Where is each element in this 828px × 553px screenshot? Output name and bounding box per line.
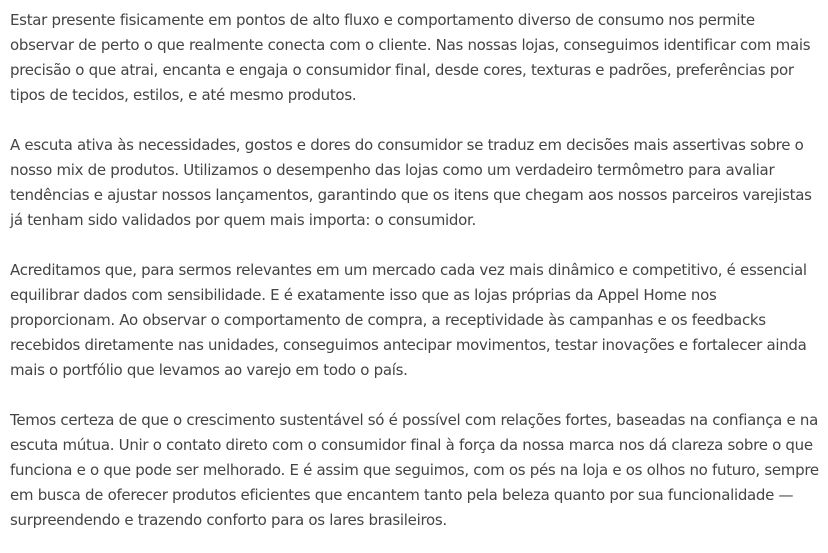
article-paragraph: Temos certeza de que o crescimento sustentável só é possível com relações fortes, baseadas na confiança e na escuta mútua. Unir o contato direto com o consumidor final à força da nossa marca nos dá clareza sobre o que funciona e o que pode ser melhorado. E é assim que seguimos, com os pés na loja e os olhos no futuro, sempre em busca de oferecer produtos eficientes que encantem tanto pela beleza quanto por sua funcionalidade — surpreendendo e trazendo conforto para os lares brasileiros.	[10, 411, 819, 529]
article-paragraph: Acreditamos que, para sermos relevantes em um mercado cada vez mais dinâmico e competitivo, é essencial equilibrar dados com sensibilidade. E é exatamente isso que as lojas próprias da Appel Home nos proporcionam. Ao observar o comportamento de compra, a receptividade às campanhas e os feedbacks recebidos diretamente nas unidades, conseguimos antecipar movimentos, testar inovações e fortalecer ainda mais o portfólio que levamos ao varejo em todo o país.	[10, 261, 807, 379]
article-paragraph: Estar presente fisicamente em pontos de alto fluxo e comportamento diverso de consumo nos permite observar de perto o que realmente conecta com o cliente. Nas nossas lojas, conseguimos identificar com mais precisão o que atrai, encanta e engaja o consumidor final, desde cores, texturas e padrões, preferências por tipos de tecidos, estilos, e até mesmo produtos.	[10, 11, 811, 104]
article-paragraph: A escuta ativa às necessidades, gostos e dores do consumidor se traduz em decisões mais assertivas sobre o nosso mix de produtos. Utilizamos o desempenho das lojas como um verdadeiro termômetro para avaliar tendências e ajustar nossos lançamentos, garantindo que os itens que chegam aos nossos parceiros varejistas já tenham sido validados por quem mais importa: o consumidor.	[10, 136, 812, 229]
article-body	[10, 8, 822, 533]
